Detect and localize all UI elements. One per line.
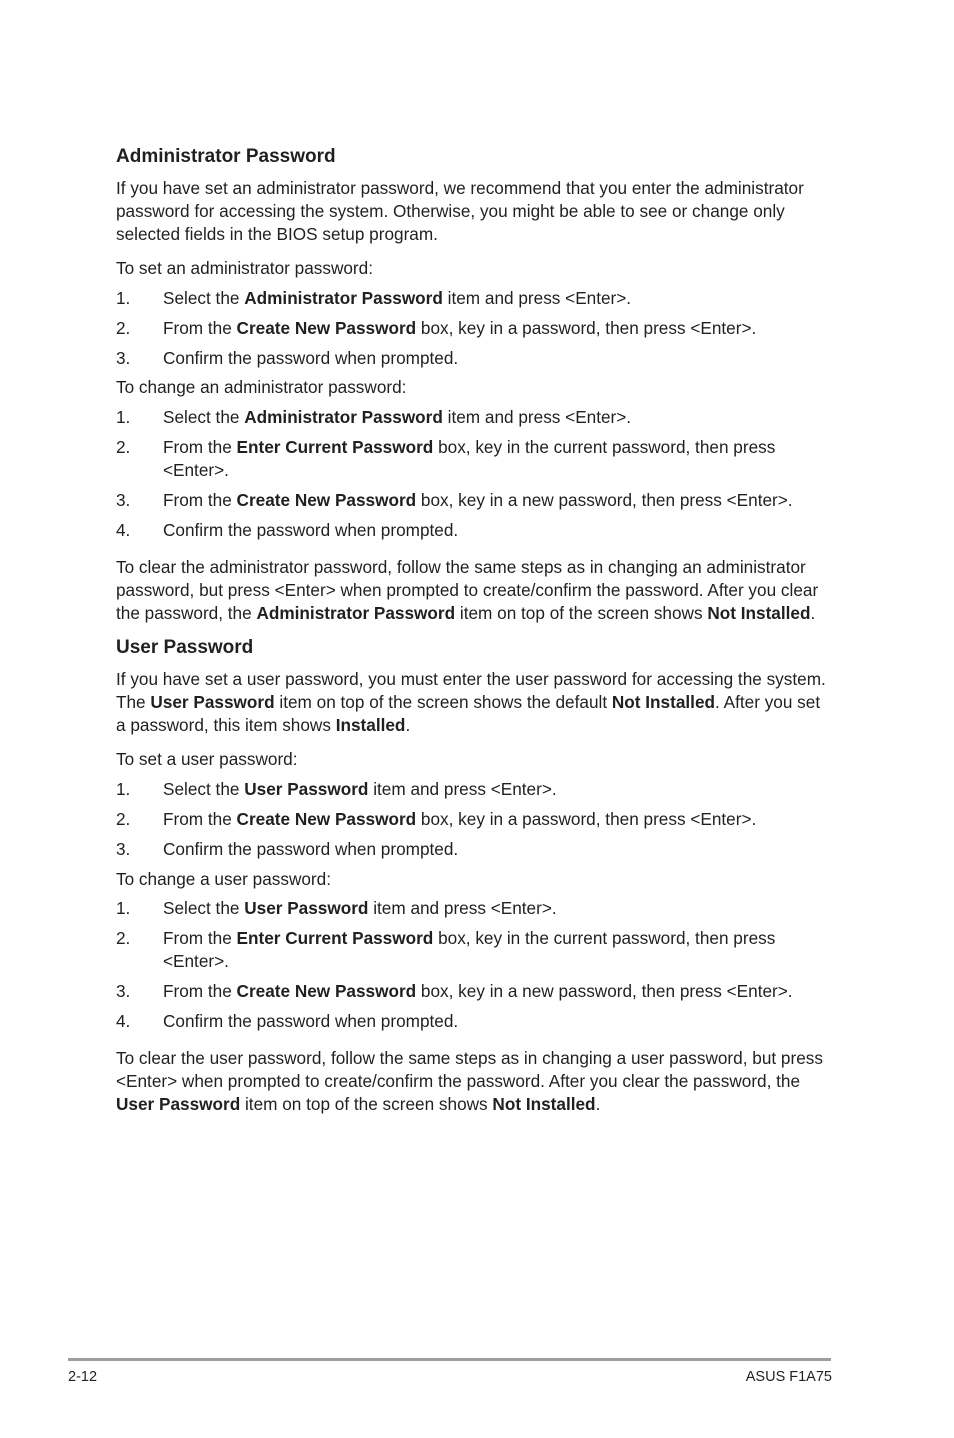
text-run: From the — [163, 981, 237, 1001]
text-run: From the — [163, 318, 237, 338]
admin-set-title: To set an administrator password: — [116, 258, 373, 278]
text-line — [163, 897, 833, 920]
text-line — [163, 808, 833, 831]
admin-intro-paragraph — [116, 177, 836, 246]
admin-intro-line: selected fields in the BIOS setup program. — [116, 224, 438, 244]
bold-term: Enter Current Password — [236, 928, 434, 948]
step-text — [163, 519, 833, 542]
text-run: . — [405, 715, 411, 735]
text-line — [163, 980, 833, 1003]
admin-change-title: To change an administrator password: — [116, 377, 407, 397]
product-name: ASUS F1A75 — [745, 1369, 832, 1385]
step-text — [163, 838, 833, 861]
text-line — [163, 927, 833, 950]
text-line — [163, 838, 833, 861]
text-line — [116, 1047, 836, 1070]
bold-term: User Password — [244, 779, 369, 799]
text-line — [163, 317, 833, 340]
admin-password-heading: Administrator Password — [116, 146, 336, 167]
text-run: <Enter>. — [163, 460, 229, 480]
text-run: From the — [163, 809, 237, 829]
step-text — [163, 980, 833, 1003]
user-intro-paragraph — [116, 668, 836, 737]
bold-term: Installed — [335, 715, 406, 735]
bold-term: Not Installed — [707, 603, 811, 623]
bold-term: User Password — [116, 1094, 241, 1114]
step-text — [163, 927, 833, 973]
step-text — [163, 347, 833, 370]
bold-term: Create New Password — [236, 809, 417, 829]
text-run: The — [116, 692, 151, 712]
text-run: To clear the administrator password, follow the same steps as in changing an administrator — [116, 557, 806, 577]
text-line — [116, 691, 836, 714]
text-run: the password, the — [116, 603, 257, 623]
text-run: . — [810, 603, 816, 623]
step-text — [163, 897, 833, 920]
text-line — [163, 519, 833, 542]
bold-term: Administrator Password — [256, 603, 456, 623]
admin-intro-line: password for accessing the system. Otherwise, you might be able to see or change only — [116, 201, 785, 221]
user-set-title: To set a user password: — [116, 749, 298, 769]
step-number: 1. — [116, 898, 131, 918]
step-text — [163, 808, 833, 831]
bold-term: Not Installed — [492, 1094, 596, 1114]
bold-term: User Password — [150, 692, 275, 712]
text-line — [116, 1070, 836, 1093]
step-number: 2. — [116, 809, 131, 829]
text-run: item and press <Enter>. — [442, 407, 632, 427]
bold-term: Create New Password — [236, 981, 417, 1001]
bold-term: Create New Password — [236, 318, 417, 338]
step-number: 3. — [116, 839, 131, 859]
text-run: box, key in a new password, then press <Enter>. — [416, 981, 793, 1001]
text-run: box, key in the current password, then press — [433, 437, 776, 457]
text-run: item and press <Enter>. — [442, 288, 632, 308]
bold-term: Not Installed — [611, 692, 716, 712]
step-number: 1. — [116, 288, 131, 308]
text-run: Confirm the password when prompted. — [163, 1011, 459, 1031]
step-text — [163, 406, 833, 429]
text-line — [116, 714, 836, 737]
step-number: 4. — [116, 520, 131, 540]
step-text — [163, 436, 833, 482]
text-run: From the — [163, 490, 237, 510]
bold-term: Create New Password — [236, 490, 417, 510]
bold-term: User Password — [244, 898, 369, 918]
text-run: <Enter>. — [163, 951, 229, 971]
text-line — [116, 579, 836, 602]
bold-term: Enter Current Password — [236, 437, 434, 457]
admin-clear-paragraph — [116, 556, 836, 625]
step-number: 2. — [116, 318, 131, 338]
text-run: . — [595, 1094, 601, 1114]
step-number: 1. — [116, 407, 131, 427]
text-run: box, key in the current password, then press — [433, 928, 776, 948]
text-run: password, but press <Enter> when prompted to create/confirm the password. After you clear — [116, 580, 819, 600]
text-line — [163, 287, 833, 310]
step-text — [163, 287, 833, 310]
text-run: To clear the user password, follow the same steps as in changing a user password, but press — [116, 1048, 823, 1068]
text-run: Select the — [163, 288, 245, 308]
step-text — [163, 1010, 833, 1033]
text-line — [163, 950, 833, 973]
text-run: If you have set a user password, you must enter the user password for accessing the system. — [116, 669, 826, 689]
page-number: 2-12 — [68, 1369, 98, 1385]
text-run: From the — [163, 437, 237, 457]
step-text — [163, 778, 833, 801]
user-password-heading: User Password — [116, 637, 254, 658]
text-run: box, key in a password, then press <Enter>. — [416, 809, 757, 829]
bold-term: Administrator Password — [244, 288, 443, 308]
text-line — [116, 1093, 836, 1116]
text-run: item on top of the screen shows — [240, 1094, 493, 1114]
bold-term: Administrator Password — [244, 407, 443, 427]
text-line — [163, 489, 833, 512]
text-run: Select the — [163, 898, 245, 918]
step-text — [163, 489, 833, 512]
step-text — [163, 317, 833, 340]
step-number: 2. — [116, 928, 131, 948]
user-clear-paragraph — [116, 1047, 836, 1116]
text-run: From the — [163, 928, 237, 948]
text-run: Confirm the password when prompted. — [163, 520, 459, 540]
text-line — [116, 602, 836, 625]
text-run: box, key in a new password, then press <Enter>. — [416, 490, 793, 510]
step-number: 3. — [116, 490, 131, 510]
text-line — [163, 778, 833, 801]
text-line — [116, 556, 836, 579]
text-line — [163, 436, 833, 459]
text-run: Select the — [163, 407, 245, 427]
text-run: <Enter> when prompted to create/confirm the password. After you clear the password, the — [116, 1071, 801, 1091]
text-line — [163, 347, 833, 370]
step-number: 3. — [116, 348, 131, 368]
footer-rule — [68, 1358, 831, 1361]
text-run: item on top of the screen shows the default — [274, 692, 612, 712]
step-number: 2. — [116, 437, 131, 457]
step-number: 4. — [116, 1011, 131, 1031]
text-line — [163, 1010, 833, 1033]
text-run: Select the — [163, 779, 245, 799]
text-run: a password, this item shows — [116, 715, 336, 735]
text-run: item and press <Enter>. — [368, 898, 557, 918]
step-number: 3. — [116, 981, 131, 1001]
text-run: Confirm the password when prompted. — [163, 348, 459, 368]
user-change-title: To change a user password: — [116, 869, 331, 889]
text-run: item on top of the screen shows — [455, 603, 708, 623]
step-number: 1. — [116, 779, 131, 799]
text-line — [163, 406, 833, 429]
text-line — [116, 668, 836, 691]
text-line — [163, 459, 833, 482]
text-run: box, key in a password, then press <Enter>. — [416, 318, 757, 338]
text-run: item and press <Enter>. — [368, 779, 557, 799]
text-run: . After you set — [715, 692, 821, 712]
admin-intro-line: If you have set an administrator password, we recommend that you enter the administrator — [116, 178, 804, 198]
text-run: Confirm the password when prompted. — [163, 839, 459, 859]
